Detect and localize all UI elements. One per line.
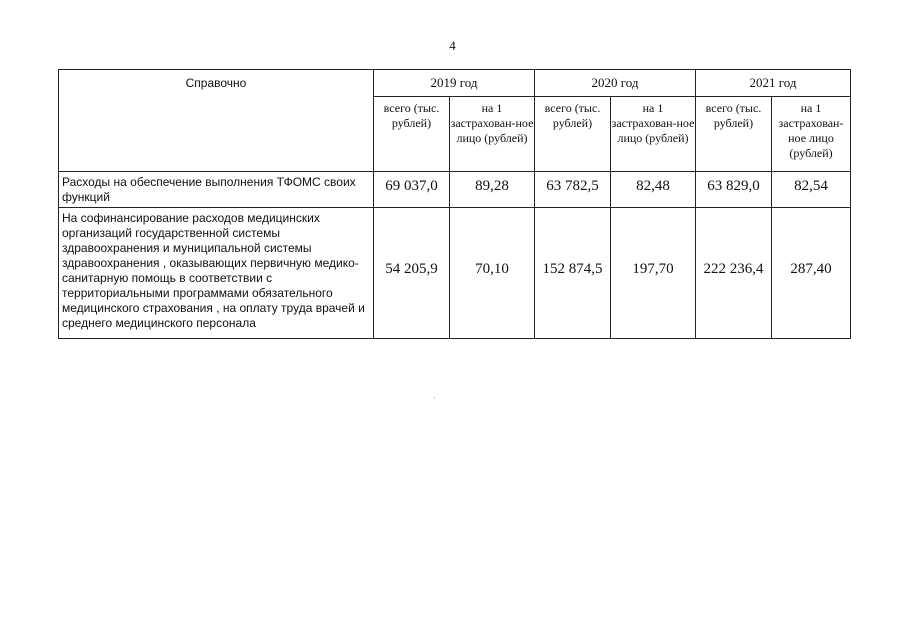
sub-header-total-2019: всего (тыс. рублей) [374, 97, 450, 172]
value-cell: 69 037,0 [374, 172, 450, 208]
table-row [59, 172, 851, 208]
value-cell: 54 205,9 [374, 208, 450, 339]
value-cell: 70,10 [450, 208, 535, 339]
sub-header-per-insured-2021: на 1 застрахован-ное лицо (рублей) [772, 97, 851, 172]
year-header-row [59, 70, 851, 97]
year-header-2019: 2019 год [374, 70, 535, 97]
row-label: На софинансирование расходов медицинских организаций государственной системы здравоохранения и муниципальной системы здравоохранения , оказывающих первичную медико-санитарную помощь в соответствии с территориальными программами обязательного медицинского страхования , на оплату труда врачей и среднего медицинского персонала [59, 208, 374, 339]
page-number: 4 [449, 38, 456, 53]
sub-header-per-insured-2020: на 1 застрахован-ное лицо (рублей) [611, 97, 696, 172]
table-row [59, 208, 851, 339]
row-label: Расходы на обеспечение выполнения ТФОМС своих функций [59, 172, 374, 208]
value-cell: 197,70 [611, 208, 696, 339]
value-cell: 82,54 [772, 172, 851, 208]
sub-header-total-2021: всего (тыс. рублей) [696, 97, 772, 172]
value-cell: 89,28 [450, 172, 535, 208]
value-cell: 152 874,5 [535, 208, 611, 339]
value-cell: 63 782,5 [535, 172, 611, 208]
sub-header-total-2020: всего (тыс. рублей) [535, 97, 611, 172]
year-header-2021: 2021 год [696, 70, 851, 97]
year-header-2020: 2020 год [535, 70, 696, 97]
sub-header-per-insured-2019: на 1 застрахован-ное лицо (рублей) [450, 97, 535, 172]
value-cell: 287,40 [772, 208, 851, 339]
scan-speck [434, 397, 435, 398]
value-cell: 82,48 [611, 172, 696, 208]
corner-header-cell: Справочно [59, 70, 374, 172]
value-cell: 63 829,0 [696, 172, 772, 208]
value-cell: 222 236,4 [696, 208, 772, 339]
expenses-reference-table [58, 69, 851, 339]
